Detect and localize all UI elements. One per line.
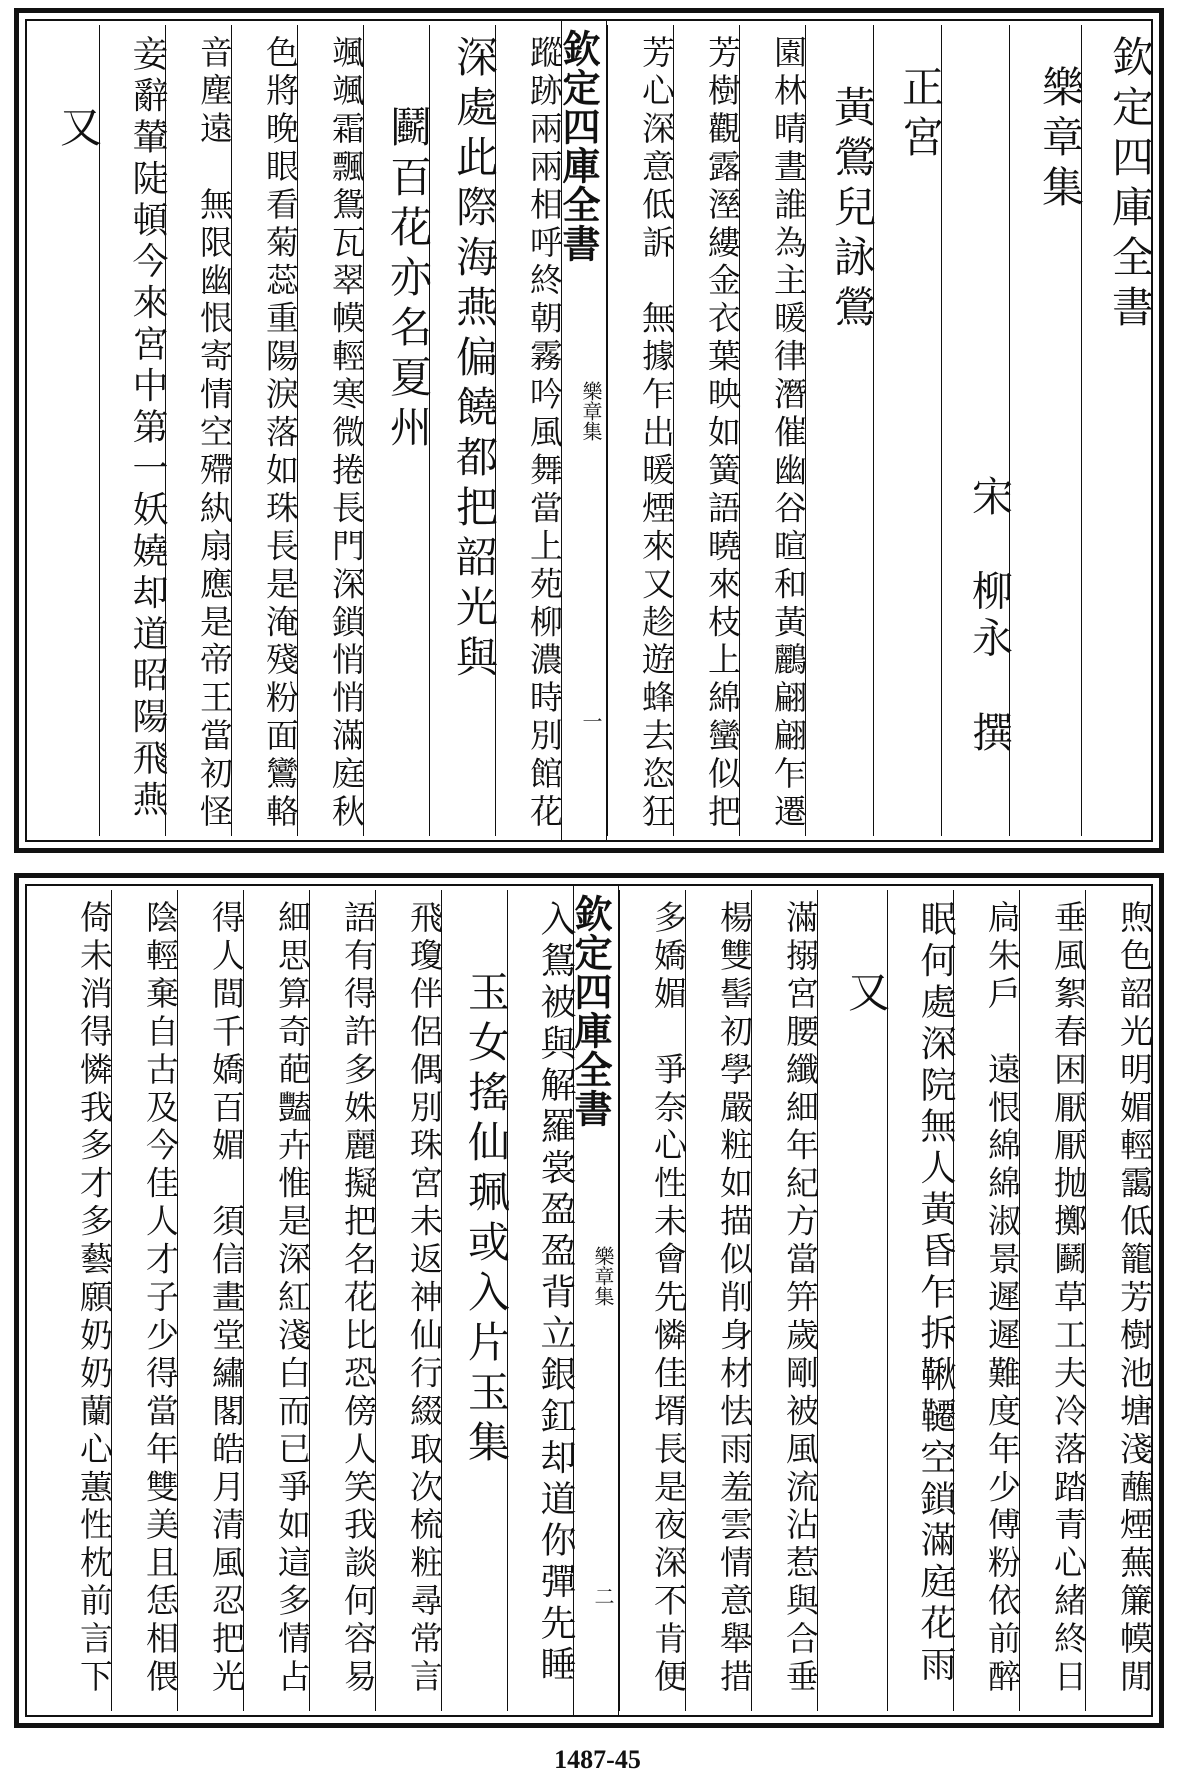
page-number: 二 <box>591 1586 615 1606</box>
bottom-page-text-block <box>25 884 1153 1717</box>
text-column <box>495 25 564 836</box>
text-column <box>177 890 246 1711</box>
verse-line: 倚未消得憐我多才多藝願奶奶蘭心蕙性枕前言下 <box>75 900 114 1697</box>
fish-tail-column <box>568 886 619 1715</box>
text-column <box>1085 890 1154 1711</box>
top-page-frame <box>14 8 1164 853</box>
text-column <box>165 25 234 836</box>
verse-line: 飛瓊伴侶偶別珠宮未返神仙行綴取次梳粧尋常言 <box>405 900 444 1697</box>
verse-line: 眠何處深院無人黃昏乍拆鞦韆空鎖滿庭花雨 <box>915 900 956 1687</box>
verse-line: 深處此際海燕偏饒都把韶光與 <box>450 35 499 685</box>
mode-heading: 正宮 <box>896 65 945 165</box>
verse-line: 颯颯霜飄鴛瓦翠幙輕寒微捲長門深鎖悄悄滿庭秋 <box>327 35 366 832</box>
tune-title: 鬬百花亦名夏州 <box>384 105 433 455</box>
verse-line: 妾辭輦陡頓今來宮中第一妖嬈却道昭陽飛燕 <box>127 35 168 822</box>
text-column <box>619 890 688 1711</box>
book-title: 欽定四庫全書 <box>1106 35 1155 335</box>
tune-title-column <box>441 890 511 1711</box>
verse-line: 煦色韶光明媚輕靄低籠芳樹池塘淺蘸煙蕪簾幙閒 <box>1115 900 1154 1697</box>
verse-line: 蹤跡兩兩相呼終朝霧吟風舞當上苑柳濃時別館花 <box>525 35 564 832</box>
text-column <box>673 25 742 836</box>
page-number: 一 <box>579 711 603 731</box>
author-line: 宋 柳永 撰 <box>965 475 1013 758</box>
text-column <box>243 890 312 1711</box>
verse-line: 音塵遠 無限幽恨寄情空殢紈扇應是帝王當初怪 <box>195 35 234 832</box>
text-column <box>111 890 180 1711</box>
tune-title: 玉女搖仙珮或入片玉集 <box>462 970 511 1470</box>
fish-tail-label: 樂章集 <box>579 381 603 441</box>
text-column <box>297 25 366 836</box>
text-column <box>375 890 444 1711</box>
text-column <box>231 25 300 836</box>
verse-line: 芳心深意低訴 無據乍出暖煙來又趁遊蜂去恣狂 <box>637 35 676 832</box>
top-page-text-block <box>25 19 1153 842</box>
text-column <box>953 890 1022 1711</box>
verse-line: 得人間千嬌百媚 須信畫堂繡閣皓月清風忍把光 <box>207 900 246 1697</box>
verse-line: 多嬌媚 爭奈心性未會先憐佳壻長是夜深不肯便 <box>649 900 688 1697</box>
book-title-column <box>1081 25 1155 836</box>
fish-tail-title: 欽定四庫全書 <box>568 894 613 1128</box>
fish-tail-column <box>556 21 607 840</box>
bottom-page-frame <box>14 873 1164 1728</box>
variant-heading: 又 <box>54 105 103 155</box>
verse-line: 垂風絮春困厭厭抛擲鬬草工夫冷落踏青心緒終日 <box>1049 900 1088 1697</box>
author-column <box>941 25 1013 836</box>
verse-line: 園林晴晝誰為主暖律潛催幽谷暄和黃鸝翩翩乍遷 <box>769 35 808 832</box>
text-column <box>429 25 499 836</box>
mode-column <box>873 25 945 836</box>
text-column <box>1019 890 1088 1711</box>
text-column <box>887 890 956 1711</box>
text-column <box>23 890 114 1711</box>
text-column <box>99 25 168 836</box>
text-column <box>309 890 378 1711</box>
collection-title: 樂章集 <box>1036 65 1085 215</box>
verse-line: 細思算奇葩豔卉惟是深紅淺白而已爭如這多情占 <box>273 900 312 1697</box>
verse-line: 語有得許多姝麗擬把名花比恐傍人笑我談何容易 <box>339 900 378 1697</box>
verse-line: 芳樹觀露溼縷金衣葉映如簧語曉來枝上綿蠻似把 <box>703 35 742 832</box>
fish-tail-label: 樂章集 <box>591 1246 615 1306</box>
verse-line: 入鴛被與解羅裳盈盈背立銀釭却道你彈先睡 <box>535 900 576 1687</box>
folio-number: 1487-45 <box>554 1745 641 1774</box>
variant-heading-column <box>817 890 891 1711</box>
verse-line: 滿搦宮腰纖細年紀方當笄歲剛被風流沾惹與合垂 <box>781 900 820 1697</box>
collection-title-column <box>1009 25 1085 836</box>
verse-line: 扃朱戶 遠恨綿綿淑景遲遲難度年少傅粉依前醉 <box>983 900 1022 1697</box>
text-column <box>507 890 576 1711</box>
fish-tail-title: 欽定四庫全書 <box>556 29 601 263</box>
tune-title-column <box>363 25 433 836</box>
text-column <box>751 890 820 1711</box>
variant-heading-column <box>23 25 103 836</box>
text-column <box>685 890 754 1711</box>
variant-heading: 又 <box>842 970 891 1020</box>
tune-title-column <box>805 25 877 836</box>
verse-line: 楊雙髻初學嚴粧如描似削身材怯雨羞雲情意舉措 <box>715 900 754 1697</box>
verse-line: 色將晚眼看菊蕊重陽淚落如珠長是淹殘粉面鸞輅 <box>261 35 300 832</box>
tune-title: 黃鶯兒詠鶯 <box>828 85 877 335</box>
text-column <box>607 25 676 836</box>
verse-line: 陰輕棄自古及今佳人才子少得當年雙美且恁相偎 <box>141 900 180 1697</box>
text-column <box>739 25 808 836</box>
